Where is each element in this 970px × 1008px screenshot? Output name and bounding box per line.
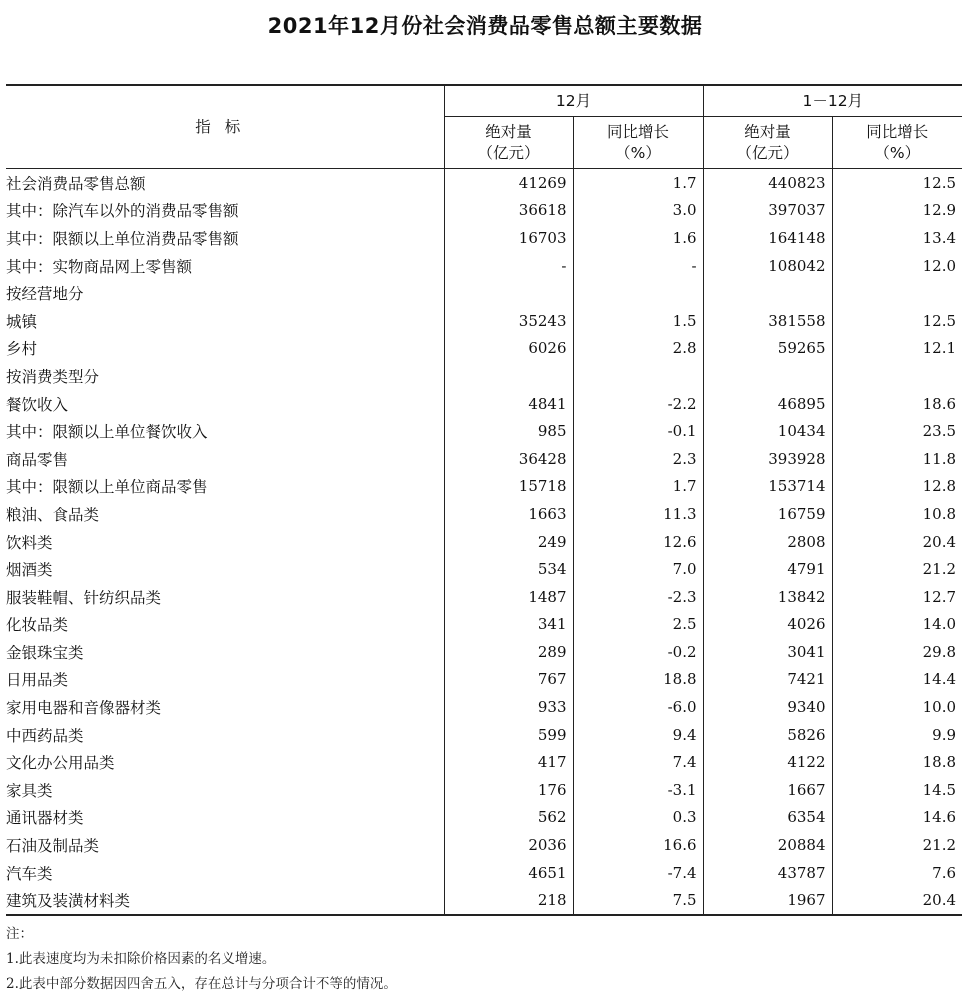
table-row: [6, 500, 962, 528]
ytd-abs-cell: 5826: [703, 721, 832, 749]
ytd-yoy-cell: 14.5: [832, 776, 962, 804]
table-row: [6, 611, 962, 639]
ytd-abs-cell: 9340: [703, 693, 832, 721]
row-name: 其中：除汽车以外的消费品零售额: [6, 202, 239, 221]
ytd-abs-cell: 4122: [703, 748, 832, 776]
ytd-yoy-cell: 20.4: [832, 886, 962, 915]
table-row: [6, 473, 962, 501]
month-abs-cell: -: [444, 252, 573, 280]
table-row: [6, 197, 962, 225]
ytd-yoy-cell: 20.4: [832, 528, 962, 556]
ytd-abs-header: [703, 117, 832, 169]
month-yoy-header-line1: 同比增长: [607, 122, 670, 141]
month-yoy-cell: 2.3: [573, 445, 703, 473]
month-yoy-cell: 2.8: [573, 335, 703, 363]
ytd-abs-cell: 4026: [703, 611, 832, 639]
month-abs-cell: 218: [444, 886, 573, 915]
ytd-abs-cell: 13842: [703, 583, 832, 611]
ytd-yoy-cell: 18.8: [832, 748, 962, 776]
row-name: 商品零售: [6, 450, 69, 469]
row-name: 文化办公用品类: [6, 754, 115, 773]
table-row: [6, 307, 962, 335]
row-name: 家用电器和音像器材类: [6, 699, 162, 718]
ytd-abs-cell: [703, 362, 832, 390]
month-yoy-cell: -: [573, 252, 703, 280]
month-yoy-cell: -0.2: [573, 638, 703, 666]
footnote-label: 注：: [6, 926, 33, 942]
table-row: [6, 666, 962, 694]
table-row: [6, 748, 962, 776]
table-row: [6, 169, 962, 197]
month-abs-cell: 417: [444, 748, 573, 776]
month-yoy-cell: -7.4: [573, 859, 703, 887]
month-yoy-cell: [573, 362, 703, 390]
table-row: [6, 362, 962, 390]
row-name: 金银珠宝类: [6, 643, 84, 662]
ytd-abs-cell: 393928: [703, 445, 832, 473]
ytd-yoy-header: [832, 117, 962, 169]
month-abs-cell: 2036: [444, 831, 573, 859]
month-abs-cell: [444, 279, 573, 307]
ytd-yoy-header-line1: 同比增长: [866, 122, 929, 141]
ytd-abs-cell: 4791: [703, 555, 832, 583]
month-yoy-cell: -2.3: [573, 583, 703, 611]
ytd-yoy-cell: 12.8: [832, 473, 962, 501]
table-row: [6, 886, 962, 915]
row-name: 建筑及装潢材料类: [6, 892, 131, 911]
ytd-yoy-cell: 12.9: [832, 197, 962, 225]
row-name: 粮油、食品类: [6, 505, 100, 524]
month-abs-cell: 15718: [444, 473, 573, 501]
indicator-header: 指标: [195, 117, 255, 136]
month-yoy-cell: 16.6: [573, 831, 703, 859]
ytd-abs-cell: 397037: [703, 197, 832, 225]
ytd-abs-header-line2: （亿元）: [736, 143, 799, 162]
month-abs-cell: 1663: [444, 500, 573, 528]
month-yoy-cell: [573, 279, 703, 307]
month-abs-cell: 289: [444, 638, 573, 666]
ytd-abs-cell: 6354: [703, 804, 832, 832]
row-name: 中西药品类: [6, 726, 84, 745]
row-name: 社会消费品零售总额: [6, 174, 146, 193]
table-row: [6, 279, 962, 307]
row-name: 其中：限额以上单位消费品零售额: [6, 229, 239, 248]
ytd-yoy-cell: 18.6: [832, 390, 962, 418]
ytd-period-header: 1－12月: [703, 85, 962, 117]
ytd-abs-cell: 153714: [703, 473, 832, 501]
month-abs-cell: 562: [444, 804, 573, 832]
ytd-yoy-cell: 10.8: [832, 500, 962, 528]
ytd-abs-cell: 1667: [703, 776, 832, 804]
ytd-yoy-cell: 9.9: [832, 721, 962, 749]
month-yoy-cell: -6.0: [573, 693, 703, 721]
month-yoy-cell: 9.4: [573, 721, 703, 749]
ytd-yoy-cell: 23.5: [832, 417, 962, 445]
footnotes: [6, 922, 956, 997]
month-abs-cell: 41269: [444, 169, 573, 197]
ytd-abs-cell: 7421: [703, 666, 832, 694]
month-yoy-cell: -3.1: [573, 776, 703, 804]
ytd-yoy-header-line2: （%）: [874, 143, 921, 162]
row-name: 烟酒类: [6, 561, 53, 580]
row-name: 其中：实物商品网上零售额: [6, 257, 193, 276]
ytd-abs-cell: 440823: [703, 169, 832, 197]
month-yoy-cell: 12.6: [573, 528, 703, 556]
month-yoy-cell: 0.3: [573, 804, 703, 832]
month-abs-header-line2: （亿元）: [477, 143, 540, 162]
row-name: 其中：限额以上单位餐饮收入: [6, 423, 208, 442]
month-yoy-cell: 1.5: [573, 307, 703, 335]
row-name: 乡村: [6, 340, 38, 359]
month-abs-cell: 1487: [444, 583, 573, 611]
ytd-yoy-cell: 13.4: [832, 224, 962, 252]
ytd-yoy-cell: 12.1: [832, 335, 962, 363]
table-row: [6, 224, 962, 252]
ytd-yoy-cell: 10.0: [832, 693, 962, 721]
ytd-yoy-cell: 14.6: [832, 804, 962, 832]
table-row: [6, 390, 962, 418]
footnote-2: 2.此表中部分数据因四舍五入，存在总计与分项合计不等的情况。: [6, 976, 397, 992]
month-yoy-cell: 11.3: [573, 500, 703, 528]
row-name: 日用品类: [6, 671, 69, 690]
ytd-abs-cell: 46895: [703, 390, 832, 418]
row-name: 其中：限额以上单位商品零售: [6, 478, 208, 497]
footnote-1: 1.此表速度均为未扣除价格因素的名义增速。: [6, 951, 276, 967]
ytd-yoy-cell: 12.5: [832, 307, 962, 335]
month-abs-cell: 35243: [444, 307, 573, 335]
month-abs-cell: 36428: [444, 445, 573, 473]
month-yoy-header: [573, 117, 703, 169]
ytd-yoy-cell: 29.8: [832, 638, 962, 666]
month-abs-cell: [444, 362, 573, 390]
ytd-yoy-cell: 12.7: [832, 583, 962, 611]
row-name: 化妆品类: [6, 616, 69, 635]
table-header: [6, 85, 962, 169]
ytd-abs-cell: 16759: [703, 500, 832, 528]
month-abs-cell: 767: [444, 666, 573, 694]
row-name: 按经营地分: [6, 285, 84, 304]
month-abs-cell: 36618: [444, 197, 573, 225]
month-abs-cell: 6026: [444, 335, 573, 363]
month-abs-cell: 985: [444, 417, 573, 445]
month-abs-cell: 933: [444, 693, 573, 721]
month-yoy-cell: -2.2: [573, 390, 703, 418]
month-yoy-cell: 1.7: [573, 169, 703, 197]
month-abs-cell: 249: [444, 528, 573, 556]
ytd-abs-cell: 2808: [703, 528, 832, 556]
table-row: [6, 776, 962, 804]
month-yoy-cell: -0.1: [573, 417, 703, 445]
month-abs-header-line1: 绝对量: [485, 122, 532, 141]
ytd-abs-cell: 59265: [703, 335, 832, 363]
table-row: [6, 417, 962, 445]
row-name: 按消费类型分: [6, 367, 100, 386]
row-name: 服装鞋帽、针纺织品类: [6, 588, 162, 607]
row-name: 餐饮收入: [6, 395, 69, 414]
month-abs-cell: 16703: [444, 224, 573, 252]
ytd-yoy-cell: 7.6: [832, 859, 962, 887]
table-row: [6, 831, 962, 859]
ytd-yoy-cell: 12.5: [832, 169, 962, 197]
table-row: [6, 445, 962, 473]
month-yoy-cell: 1.7: [573, 473, 703, 501]
month-yoy-cell: 7.5: [573, 886, 703, 915]
table-row: [6, 721, 962, 749]
ytd-yoy-cell: [832, 279, 962, 307]
month-abs-cell: 341: [444, 611, 573, 639]
ytd-abs-cell: 164148: [703, 224, 832, 252]
month-yoy-cell: 7.4: [573, 748, 703, 776]
row-name: 家具类: [6, 781, 53, 800]
table-row: [6, 804, 962, 832]
row-name: 饮料类: [6, 533, 53, 552]
ytd-yoy-cell: 12.0: [832, 252, 962, 280]
month-yoy-cell: 1.6: [573, 224, 703, 252]
ytd-abs-header-line1: 绝对量: [744, 122, 791, 141]
table-row: [6, 638, 962, 666]
month-yoy-cell: 18.8: [573, 666, 703, 694]
ytd-abs-cell: 381558: [703, 307, 832, 335]
ytd-yoy-cell: 11.8: [832, 445, 962, 473]
ytd-abs-cell: 1967: [703, 886, 832, 915]
ytd-yoy-cell: 14.0: [832, 611, 962, 639]
ytd-abs-cell: 108042: [703, 252, 832, 280]
row-name: 石油及制品类: [6, 837, 100, 856]
month-abs-cell: 176: [444, 776, 573, 804]
month-abs-header: [444, 117, 573, 169]
ytd-abs-cell: [703, 279, 832, 307]
month-yoy-cell: 7.0: [573, 555, 703, 583]
month-abs-cell: 4651: [444, 859, 573, 887]
page-title: 2021年12月份社会消费品零售总额主要数据: [267, 14, 703, 38]
row-name: 城镇: [6, 312, 38, 331]
ytd-yoy-cell: 21.2: [832, 831, 962, 859]
month-yoy-cell: 2.5: [573, 611, 703, 639]
retail-sales-table: [6, 84, 962, 916]
month-yoy-header-line2: （%）: [615, 143, 661, 162]
ytd-yoy-cell: [832, 362, 962, 390]
ytd-yoy-cell: 21.2: [832, 555, 962, 583]
table-row: [6, 335, 962, 363]
table-row: [6, 252, 962, 280]
ytd-abs-cell: 43787: [703, 859, 832, 887]
table-row: [6, 555, 962, 583]
month-abs-cell: 4841: [444, 390, 573, 418]
row-name: 汽车类: [6, 864, 53, 883]
month-yoy-cell: 3.0: [573, 197, 703, 225]
ytd-abs-cell: 3041: [703, 638, 832, 666]
table-row: [6, 583, 962, 611]
table-row: [6, 693, 962, 721]
month-abs-cell: 534: [444, 555, 573, 583]
table-row: [6, 528, 962, 556]
table-row: [6, 859, 962, 887]
month-period-header: 12月: [444, 85, 703, 117]
ytd-yoy-cell: 14.4: [832, 666, 962, 694]
row-name: 通讯器材类: [6, 809, 84, 828]
table-body: [6, 169, 962, 916]
ytd-abs-cell: 10434: [703, 417, 832, 445]
month-abs-cell: 599: [444, 721, 573, 749]
ytd-abs-cell: 20884: [703, 831, 832, 859]
